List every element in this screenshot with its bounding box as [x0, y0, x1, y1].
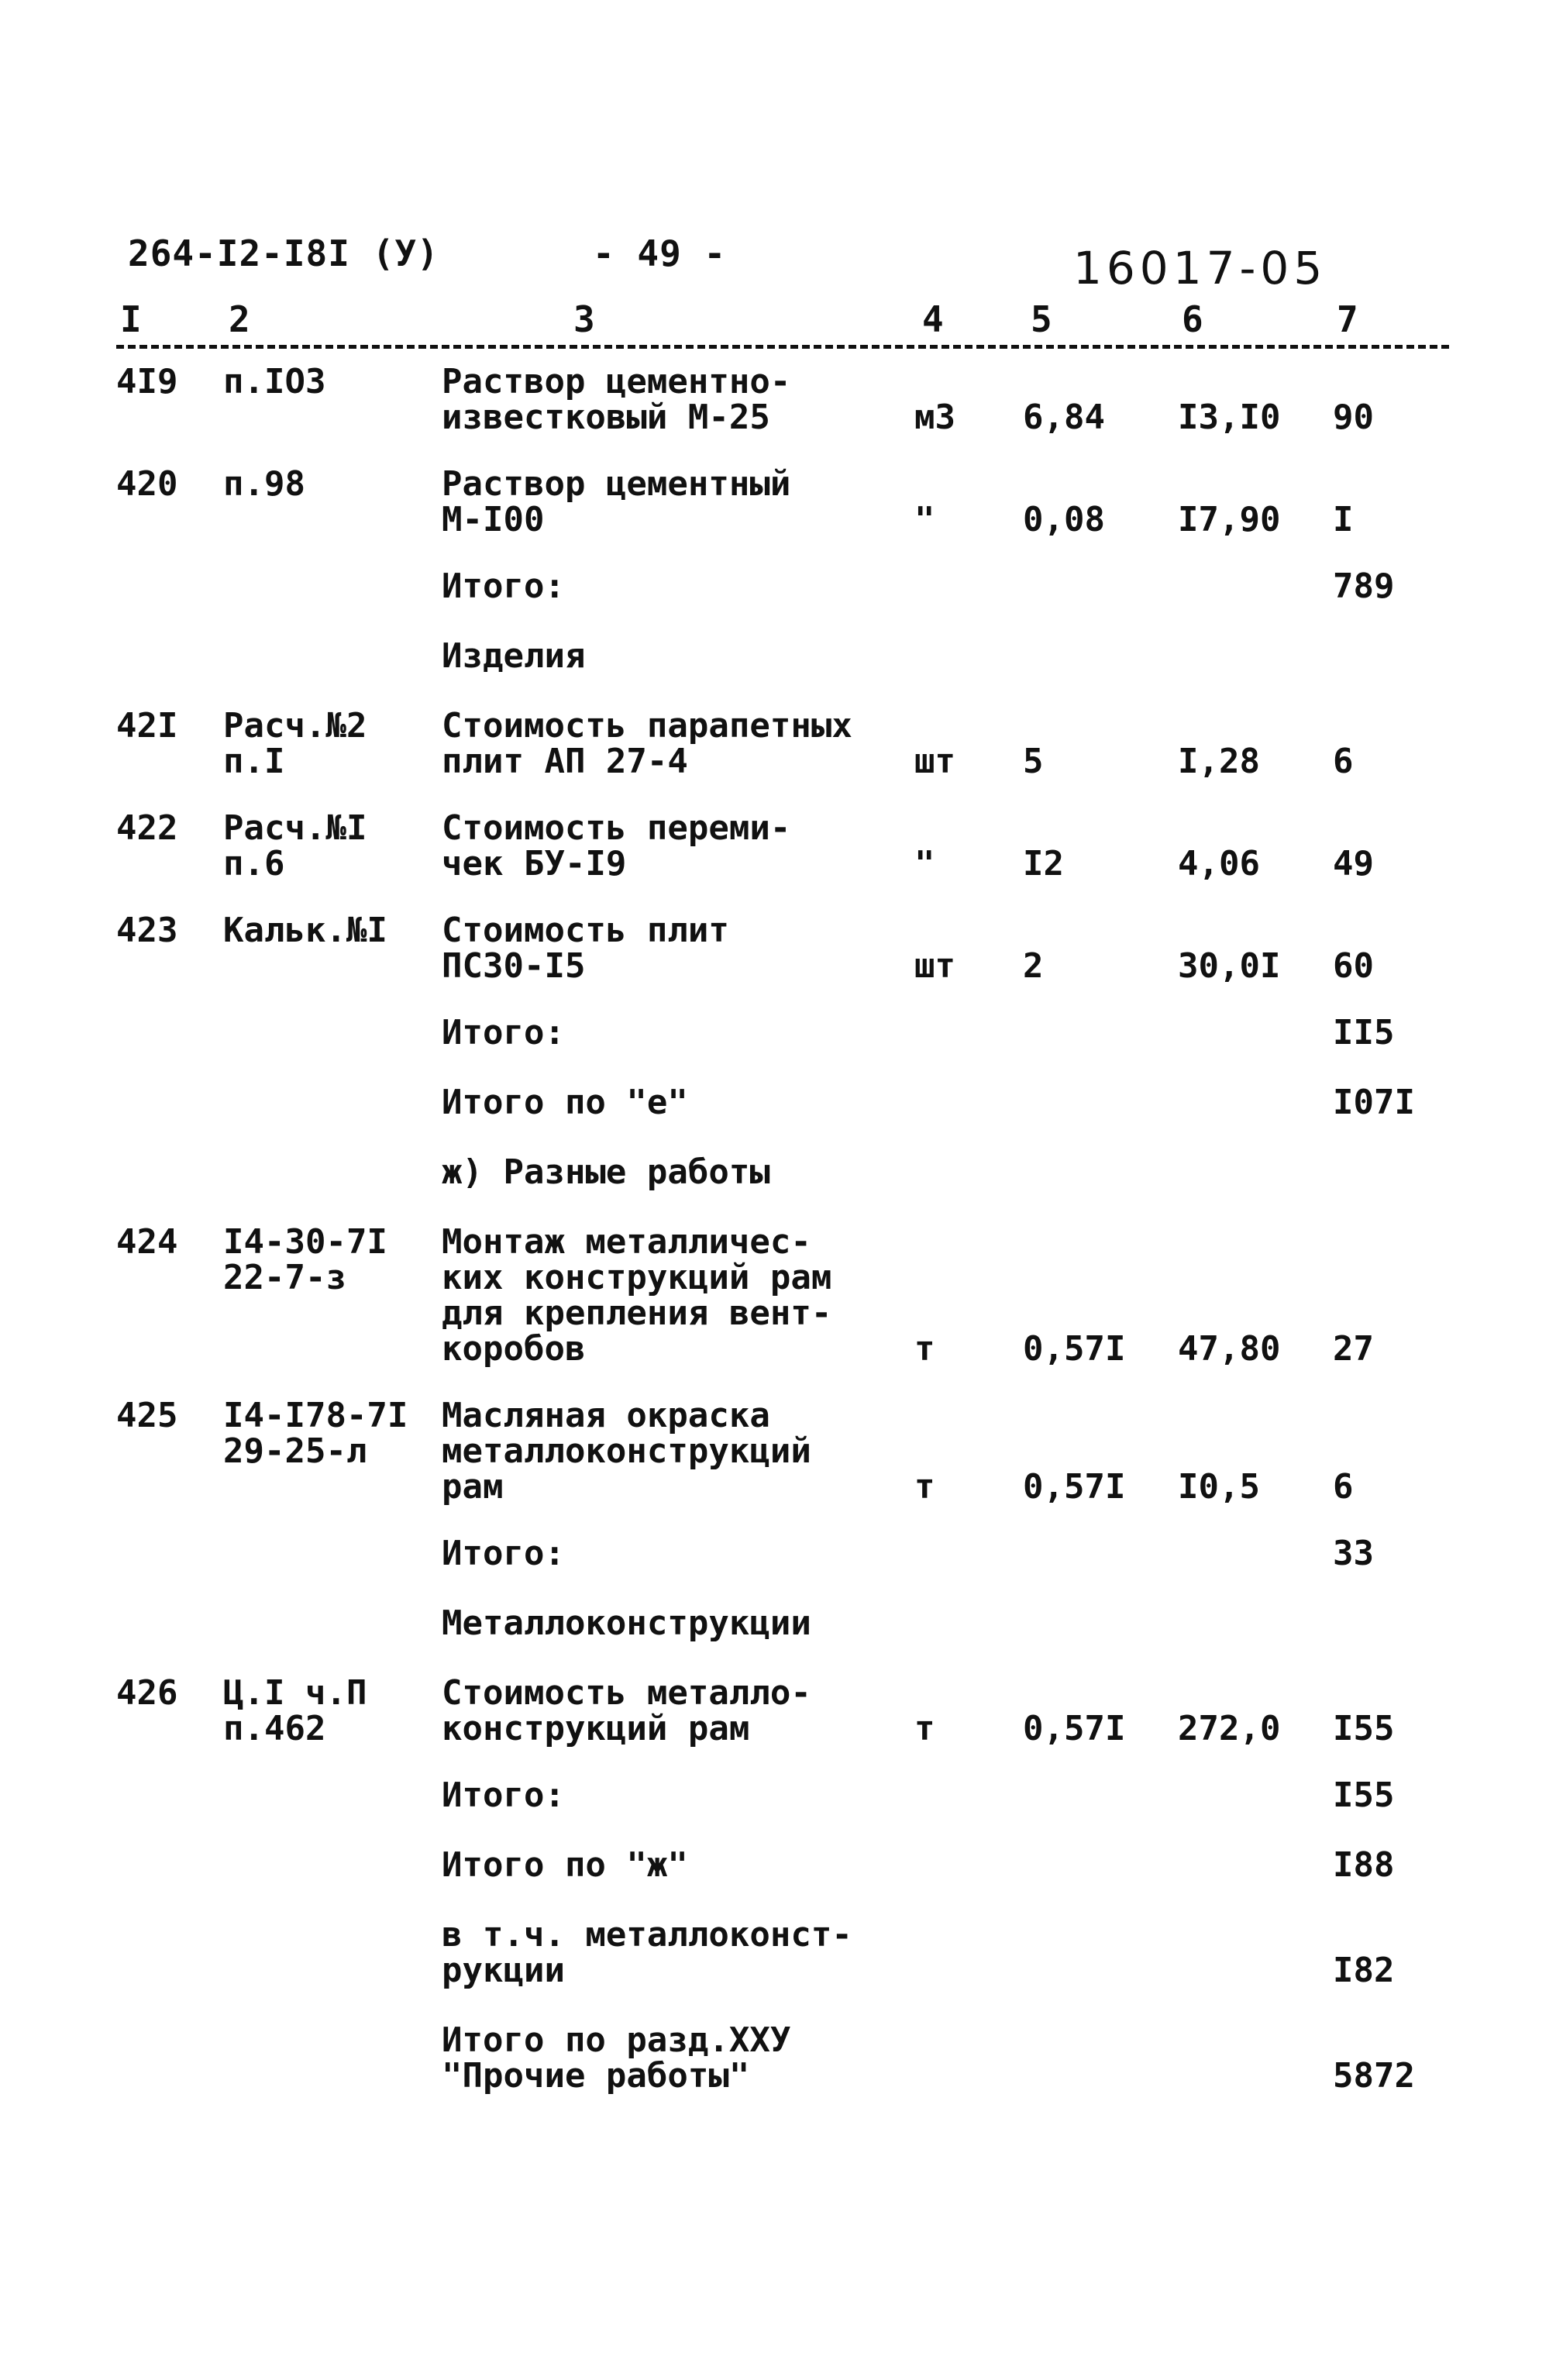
- basis-reference: [223, 1536, 442, 1606]
- total-cost: I: [1333, 500, 1354, 539]
- quantity: [1023, 1606, 1178, 1676]
- basis-reference: [223, 1085, 442, 1155]
- basis-reference: [223, 1606, 442, 1676]
- column-number: 7: [1337, 298, 1358, 340]
- row-number: [116, 1917, 223, 2023]
- basis-reference: [223, 1015, 442, 1085]
- work-name: Раствор цементно- известковый М-25: [442, 362, 791, 437]
- total-cost: 49: [1333, 844, 1374, 883]
- work-name: Стоимость плит ПС30-I5: [442, 911, 729, 986]
- unit-price: 30,0I: [1178, 946, 1281, 986]
- unit: т: [914, 1709, 935, 1748]
- basis-reference: [223, 1917, 442, 2023]
- unit: шт: [914, 742, 955, 781]
- unit: [914, 1917, 1023, 2023]
- quantity: [1023, 639, 1178, 708]
- basis-reference: [223, 639, 442, 708]
- quantity: [1023, 1155, 1178, 1224]
- unit-price: [1178, 569, 1333, 639]
- unit: [914, 639, 1023, 708]
- unit: [914, 1778, 1023, 1848]
- table-row: [116, 364, 1449, 467]
- unit-price: [1178, 1015, 1333, 1085]
- row-number: [116, 569, 223, 639]
- row-number: [116, 639, 223, 708]
- total-cost: I88: [1333, 1845, 1395, 1885]
- column-number: I: [120, 298, 142, 340]
- row-number: [116, 1536, 223, 1606]
- total-cost: 6: [1333, 1467, 1354, 1507]
- unit: ": [914, 500, 935, 539]
- quantity: [1023, 1085, 1178, 1155]
- unit: шт: [914, 946, 955, 986]
- total-row: [116, 2023, 1449, 2128]
- work-name: Масляная окраска металлоконструкций рам: [442, 1396, 811, 1507]
- basis-reference: Кальк.№I: [223, 911, 387, 950]
- quantity: 2: [1023, 946, 1044, 986]
- total-cost: 789: [1333, 567, 1395, 606]
- total-cost: 60: [1333, 946, 1374, 986]
- work-name: Итого по "е": [442, 1083, 688, 1122]
- unit-price: [1178, 1606, 1333, 1676]
- table-row: [116, 1224, 1449, 1398]
- basis-reference: [223, 2023, 442, 2128]
- section-heading-row: [116, 1606, 1449, 1676]
- estimate-table: [116, 364, 1449, 2128]
- work-name: Итого:: [442, 1013, 565, 1052]
- unit-price: [1178, 1917, 1333, 2023]
- work-name: Итого:: [442, 567, 565, 606]
- unit-price: I,28: [1178, 742, 1260, 781]
- total-cost: 5872: [1333, 2056, 1415, 2096]
- unit-price: I3,I0: [1178, 398, 1281, 437]
- basis-reference: I4-30-7I 22-7-з: [223, 1222, 387, 1297]
- quantity: 0,08: [1023, 500, 1105, 539]
- quantity: [1023, 1536, 1178, 1606]
- basis-reference: Расч.№2 п.I: [223, 706, 367, 781]
- column-number: 6: [1182, 298, 1203, 340]
- unit: м3: [914, 398, 955, 437]
- row-number: [116, 1015, 223, 1085]
- total-cost: 6: [1333, 742, 1354, 781]
- unit: т: [914, 1467, 935, 1507]
- total-cost: [1333, 1155, 1449, 1224]
- work-name: Монтаж металличес- ких конструкций рам для крепления вент- коробов: [442, 1222, 832, 1369]
- total-cost: 90: [1333, 398, 1374, 437]
- work-name: Стоимость металло- конструкций рам: [442, 1673, 811, 1748]
- unit-price: I7,90: [1178, 500, 1281, 539]
- unit: ": [914, 844, 935, 883]
- total-cost: I07I: [1333, 1083, 1415, 1122]
- total-row: [116, 1848, 1449, 1917]
- quantity: [1023, 1917, 1178, 2023]
- unit-price: [1178, 1085, 1333, 1155]
- quantity: I2: [1023, 844, 1064, 883]
- row-number: 420: [116, 464, 178, 504]
- row-number: 423: [116, 911, 178, 950]
- quantity: [1023, 569, 1178, 639]
- work-name: в т.ч. металлоконст- рукции: [442, 1915, 852, 1990]
- unit-price: I0,5: [1178, 1467, 1260, 1507]
- row-number: 424: [116, 1222, 178, 1262]
- section-heading-row: [116, 1155, 1449, 1224]
- table-row: [116, 1398, 1449, 1536]
- unit: [914, 1155, 1023, 1224]
- row-number: [116, 1778, 223, 1848]
- total-cost: [1333, 1606, 1449, 1676]
- table-row: [116, 1676, 1449, 1778]
- unit: [914, 2023, 1023, 2128]
- quantity: 0,57I: [1023, 1467, 1126, 1507]
- unit-price: 272,0: [1178, 1709, 1281, 1748]
- quantity: [1023, 1848, 1178, 1917]
- work-name: Металлоконструкции: [442, 1603, 811, 1643]
- total-row: [116, 1536, 1449, 1606]
- row-number: 42I: [116, 706, 178, 746]
- unit: [914, 1536, 1023, 1606]
- work-name: Итого:: [442, 1776, 565, 1815]
- basis-reference: п.98: [223, 464, 305, 504]
- work-name: Раствор цементный М-I00: [442, 464, 791, 539]
- total-cost: II5: [1333, 1013, 1395, 1052]
- row-number: 426: [116, 1673, 178, 1713]
- work-name: Итого:: [442, 1534, 565, 1573]
- total-cost: 33: [1333, 1534, 1374, 1573]
- quantity: 0,57I: [1023, 1329, 1126, 1369]
- column-number: 4: [922, 298, 944, 340]
- unit: [914, 1085, 1023, 1155]
- table-row: [116, 913, 1449, 1015]
- row-number: [116, 1085, 223, 1155]
- row-number: [116, 1606, 223, 1676]
- work-name: Итого по разд.ХХУ "Прочие работы": [442, 2020, 791, 2096]
- basis-reference: [223, 1848, 442, 1917]
- work-name: ж) Разные работы: [442, 1152, 770, 1192]
- quantity: 5: [1023, 742, 1044, 781]
- total-cost: 27: [1333, 1329, 1374, 1369]
- unit: [914, 569, 1023, 639]
- total-cost: [1333, 639, 1449, 708]
- work-name: Итого по "ж": [442, 1845, 688, 1885]
- work-name: Стоимость парапетных плит АП 27-4: [442, 706, 852, 781]
- unit-price: [1178, 1778, 1333, 1848]
- page-number: - 49 -: [593, 232, 727, 274]
- quantity: [1023, 2023, 1178, 2128]
- unit-price: [1178, 1536, 1333, 1606]
- quantity: [1023, 1015, 1178, 1085]
- column-number-row: [116, 298, 1449, 349]
- unit-price: [1178, 639, 1333, 708]
- quantity: 6,84: [1023, 398, 1105, 437]
- total-cost: I55: [1333, 1776, 1395, 1815]
- total-cost: I82: [1333, 1951, 1395, 1990]
- table-row: [116, 811, 1449, 913]
- row-number: [116, 2023, 223, 2128]
- unit-price: [1178, 1848, 1333, 1917]
- unit-price: [1178, 1155, 1333, 1224]
- total-row: [116, 1015, 1449, 1085]
- total-row: [116, 1085, 1449, 1155]
- handwritten-number: 16017-05: [1073, 242, 1327, 294]
- work-name: Изделия: [442, 636, 586, 676]
- unit-price: 4,06: [1178, 844, 1260, 883]
- unit-price: [1178, 2023, 1333, 2128]
- unit: т: [914, 1329, 935, 1369]
- unit: [914, 1015, 1023, 1085]
- document-code: 264-I2-I8I (У): [128, 232, 439, 274]
- row-number: [116, 1848, 223, 1917]
- column-number: 2: [229, 298, 250, 340]
- basis-reference: Ц.I ч.П п.462: [223, 1673, 367, 1748]
- column-number: 3: [573, 298, 595, 340]
- section-heading-row: [116, 639, 1449, 708]
- total-cost: I55: [1333, 1709, 1395, 1748]
- work-name: Стоимость переми- чек БУ-I9: [442, 808, 791, 883]
- row-number: 4I9: [116, 362, 178, 401]
- basis-reference: п.IO3: [223, 362, 326, 401]
- row-number: [116, 1155, 223, 1224]
- quantity: [1023, 1778, 1178, 1848]
- basis-reference: Расч.№I п.6: [223, 808, 367, 883]
- unit: [914, 1606, 1023, 1676]
- unit-price: 47,80: [1178, 1329, 1281, 1369]
- basis-reference: [223, 1155, 442, 1224]
- estimate-table-body: [116, 364, 1449, 2128]
- unit: [914, 1848, 1023, 1917]
- column-number: 5: [1031, 298, 1052, 340]
- total-row: [116, 1917, 1449, 2023]
- total-row: [116, 569, 1449, 639]
- row-number: 425: [116, 1396, 178, 1435]
- basis-reference: [223, 569, 442, 639]
- quantity: 0,57I: [1023, 1709, 1126, 1748]
- basis-reference: I4-I78-7I 29-25-л: [223, 1396, 408, 1471]
- basis-reference: [223, 1778, 442, 1848]
- row-number: 422: [116, 808, 178, 848]
- table-row: [116, 467, 1449, 569]
- table-row: [116, 708, 1449, 811]
- total-row: [116, 1778, 1449, 1848]
